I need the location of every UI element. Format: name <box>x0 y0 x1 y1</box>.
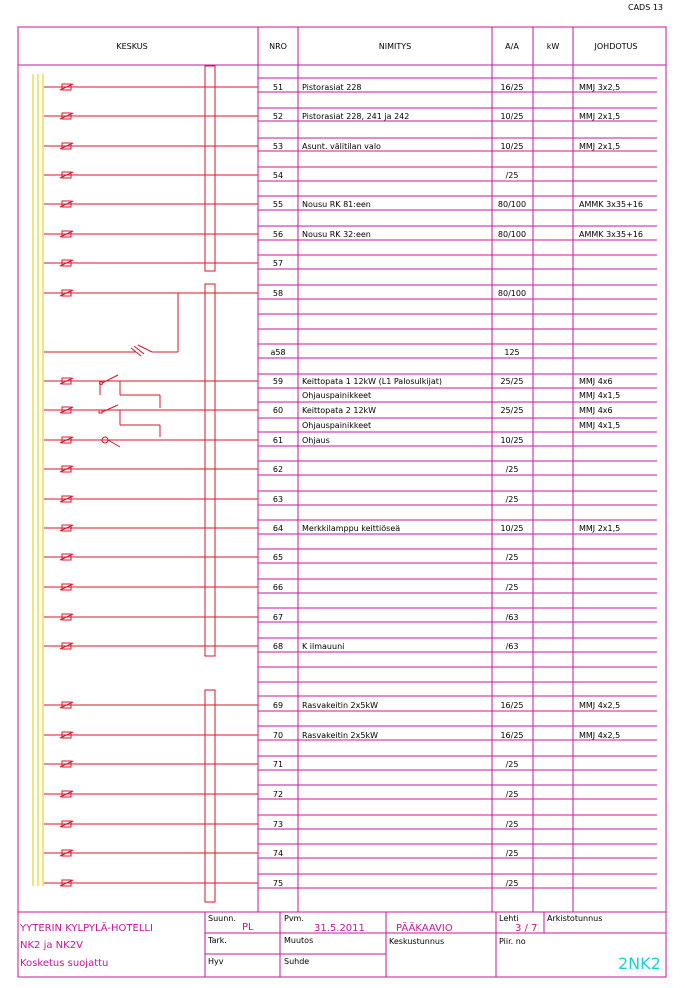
contactor-branches <box>80 375 205 447</box>
arkistotunnus-label: Arkistotunnus <box>547 914 603 923</box>
row-aa: /25 <box>505 553 519 562</box>
row-aa: 25/25 <box>500 406 524 415</box>
row-johdotus: MMJ 2x1,5 <box>579 524 621 533</box>
feeder-line <box>44 643 258 649</box>
table-row <box>273 171 519 180</box>
row-nro: 60 <box>272 406 284 415</box>
row-aa: 80/100 <box>497 289 527 298</box>
feeder-line <box>44 554 258 560</box>
feeder-line <box>44 466 258 472</box>
keskus-id: 2NK2 <box>618 954 661 973</box>
row-nimitys: Pistorasiat 228, 241 ja 242 <box>302 112 410 121</box>
table-row <box>273 112 620 121</box>
row-johdotus: MMJ 4x2,5 <box>579 701 621 710</box>
schematic-diagram <box>33 66 258 902</box>
title-block <box>19 914 661 973</box>
feeder-line <box>44 525 258 531</box>
tark-label: Tark. <box>208 936 227 945</box>
row-nro: 70 <box>272 731 284 740</box>
header-keskus: KESKUS <box>116 42 148 51</box>
row-nimitys: Merkkilamppu keittiöseä <box>302 524 401 533</box>
row-nimitys: Ohjauspainikkeet <box>302 421 372 430</box>
table-header <box>116 42 637 51</box>
main-switch-58 <box>44 293 178 356</box>
project-line-1: YYTERIN KYLPYLÄ-HOTELLI <box>20 923 153 934</box>
table-row <box>273 790 519 799</box>
row-aa: /25 <box>505 465 519 474</box>
table-row <box>273 377 613 386</box>
row-nro: 71 <box>272 760 284 769</box>
hyv-label: Hyv <box>208 957 224 966</box>
row-nimitys: K ilmauuni <box>302 642 345 651</box>
row-aa: 80/100 <box>497 230 527 239</box>
table-row <box>273 436 524 445</box>
project-line-2: NK2 ja NK2V <box>20 940 83 951</box>
row-aa: 80/100 <box>497 200 527 209</box>
table-row <box>273 701 620 710</box>
row-johdotus: MMJ 3x2,5 <box>579 83 621 92</box>
lehti-label: Lehti <box>499 914 519 923</box>
row-nro: 51 <box>272 83 284 92</box>
row-aa: 10/25 <box>500 524 524 533</box>
table-row <box>273 613 519 622</box>
row-aa: 16/25 <box>500 83 524 92</box>
table-row <box>273 289 526 298</box>
pvm-value: 31.5.2011 <box>314 923 365 934</box>
feeder-line <box>44 496 258 502</box>
header-kw: kW <box>546 42 560 51</box>
row-johdotus: AMMK 3x35+16 <box>579 200 643 209</box>
row-nimitys: Nousu RK 81:een <box>302 200 371 209</box>
table-row <box>273 83 620 92</box>
suunn-value: PL <box>242 922 254 933</box>
row-nro: 64 <box>272 524 284 533</box>
header-nro: NRO <box>269 42 287 51</box>
header-johdotus: JOHDOTUS <box>594 42 638 51</box>
table-row <box>270 348 519 357</box>
cads-label: CADS 13 <box>628 3 664 12</box>
table-row <box>273 406 613 415</box>
feeder-line <box>44 761 258 767</box>
pvm-label: Pvm. <box>284 914 304 923</box>
row-nro: 72 <box>272 790 284 799</box>
feeder-line <box>44 113 258 119</box>
row-aa: /25 <box>505 171 519 180</box>
row-nro: 53 <box>272 142 284 151</box>
row-johdotus: MMJ 4x2,5 <box>579 731 621 740</box>
suunn-label: Suunn. <box>208 914 236 923</box>
feeder-line <box>44 880 258 886</box>
row-nro: 56 <box>272 230 284 239</box>
piir-label: Piir. no <box>499 937 526 946</box>
row-nimitys: Nousu RK 32:een <box>302 230 371 239</box>
row-nro: 55 <box>272 200 284 209</box>
row-nimitys: Keittopata 2 12kW <box>302 406 377 415</box>
table-row <box>273 731 620 740</box>
row-nimitys: Ohjaus <box>302 436 330 445</box>
row-aa: 10/25 <box>500 112 524 121</box>
table-row <box>273 642 519 651</box>
row-nro: 68 <box>272 642 284 651</box>
row-nimitys: Rasvakeitin 2x5kW <box>302 701 379 710</box>
feeder-line <box>44 143 258 149</box>
row-nro: 59 <box>272 377 284 386</box>
table-row <box>273 583 519 592</box>
feeder-line <box>44 260 258 266</box>
row-aa: 16/25 <box>500 731 524 740</box>
table-row <box>273 524 620 533</box>
row-johdotus: MMJ 4x6 <box>579 406 613 415</box>
row-aa: /25 <box>505 849 519 858</box>
header-nimitys: NIMITYS <box>378 42 412 51</box>
table-row <box>273 142 620 151</box>
row-nro: 63 <box>272 495 284 504</box>
table-row <box>273 553 519 562</box>
keskustunnus-label: Keskustunnus <box>389 937 445 946</box>
table-row <box>273 879 519 888</box>
row-nro: 74 <box>272 849 284 858</box>
sheet-border <box>18 27 666 977</box>
row-nro: 69 <box>272 701 284 710</box>
suhde-label: Suhde <box>284 957 310 966</box>
row-aa: 10/25 <box>500 436 524 445</box>
row-johdotus: MMJ 2x1,5 <box>579 112 621 121</box>
group-bar-1 <box>205 66 215 271</box>
row-johdotus: MMJ 2x1,5 <box>579 142 621 151</box>
table-row <box>273 230 643 239</box>
row-aa: 10/25 <box>500 142 524 151</box>
feeder-line <box>44 614 258 620</box>
row-johdotus: MMJ 4x6 <box>579 377 613 386</box>
feeder-line <box>44 702 258 708</box>
row-aa: /63 <box>505 642 519 651</box>
row-nro: 66 <box>272 583 284 592</box>
row-johdotus: AMMK 3x35+16 <box>579 230 643 239</box>
group-bar-3 <box>205 690 215 902</box>
row-nimitys: Rasvakeitin 2x5kW <box>302 731 379 740</box>
feeder-line <box>44 201 258 207</box>
feeder-line <box>44 84 258 90</box>
row-nro: 58 <box>272 289 284 298</box>
feeder-line <box>44 231 258 237</box>
row-nro: 67 <box>272 613 284 622</box>
row-nimitys: Pistorasiat 228 <box>302 83 362 92</box>
row-aa: /25 <box>505 820 519 829</box>
row-nro: 65 <box>272 553 284 562</box>
row-johdotus: MMJ 4x1,5 <box>579 421 621 430</box>
row-nro: 57 <box>272 259 284 268</box>
feeder-line <box>44 821 258 827</box>
row-nimitys: Ohjauspainikkeet <box>302 391 372 400</box>
feeder-line <box>44 850 258 856</box>
row-nro: 52 <box>272 112 284 121</box>
row-aa: /25 <box>505 495 519 504</box>
muutos-label: Muutos <box>284 936 314 945</box>
feeder-line <box>44 584 258 590</box>
row-nro: 62 <box>272 465 284 474</box>
row-nimitys: Keittopata 1 12kW (L1 Palosulkijat) <box>302 377 443 386</box>
row-aa: 16/25 <box>500 701 524 710</box>
row-aa: /25 <box>505 790 519 799</box>
table-row <box>273 259 283 268</box>
row-aa: /25 <box>505 583 519 592</box>
row-nro: 73 <box>272 820 284 829</box>
row-nimitys: Asunt. välitilan valo <box>302 142 381 151</box>
feeder-line <box>44 791 258 797</box>
table-row <box>273 465 519 474</box>
row-aa: /25 <box>505 879 519 888</box>
project-line-3: Kosketus suojattu <box>20 958 109 969</box>
table-row <box>273 760 519 769</box>
lehti-value: 3 / 7 <box>515 923 538 934</box>
row-johdotus: MMJ 4x1,5 <box>579 391 621 400</box>
row-aa: /25 <box>505 760 519 769</box>
feeder-line <box>44 290 258 296</box>
row-nro: a58 <box>270 348 286 357</box>
group-bar-2 <box>205 284 215 656</box>
row-aa: 125 <box>504 348 520 357</box>
row-nro: 54 <box>272 171 284 180</box>
row-aa: /63 <box>505 613 519 622</box>
header-aa: A/A <box>505 42 519 51</box>
table-row <box>273 495 519 504</box>
table-row <box>273 820 519 829</box>
table-rows <box>270 83 643 888</box>
row-nro: 61 <box>272 436 284 445</box>
table-row <box>273 200 643 209</box>
drawing-type: PÄÄKAAVIO <box>396 923 453 934</box>
table-row <box>273 849 519 858</box>
feeder-line <box>44 172 258 178</box>
row-nro: 75 <box>272 879 284 888</box>
row-aa: 25/25 <box>500 377 524 386</box>
feeder-line <box>44 732 258 738</box>
